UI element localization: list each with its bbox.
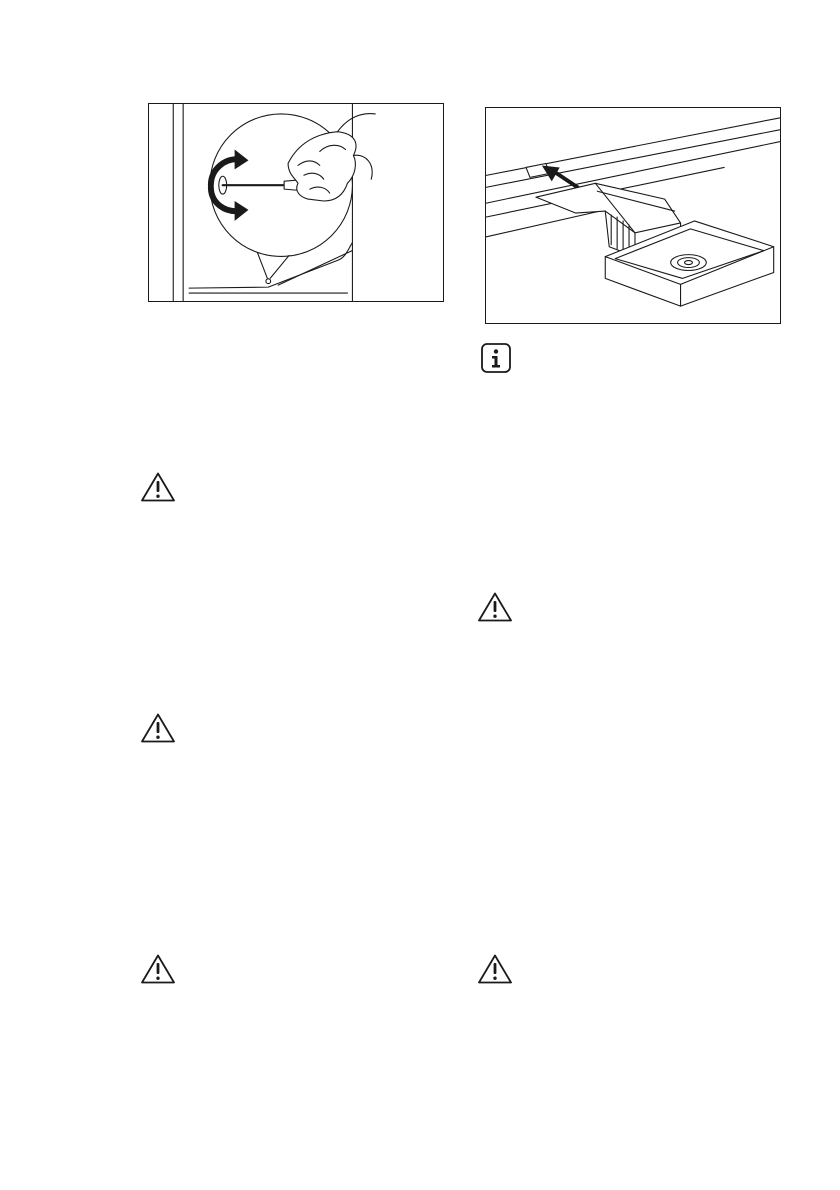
warning-icon <box>477 591 513 623</box>
info-icon <box>480 342 512 374</box>
warning-icon <box>477 953 513 985</box>
warning-icon <box>140 712 176 744</box>
warning-icon <box>140 953 176 985</box>
warning-icon <box>140 471 176 503</box>
drain-channel-tray-illustration <box>485 107 781 324</box>
screwdriver-drain-hole-illustration <box>148 103 444 302</box>
